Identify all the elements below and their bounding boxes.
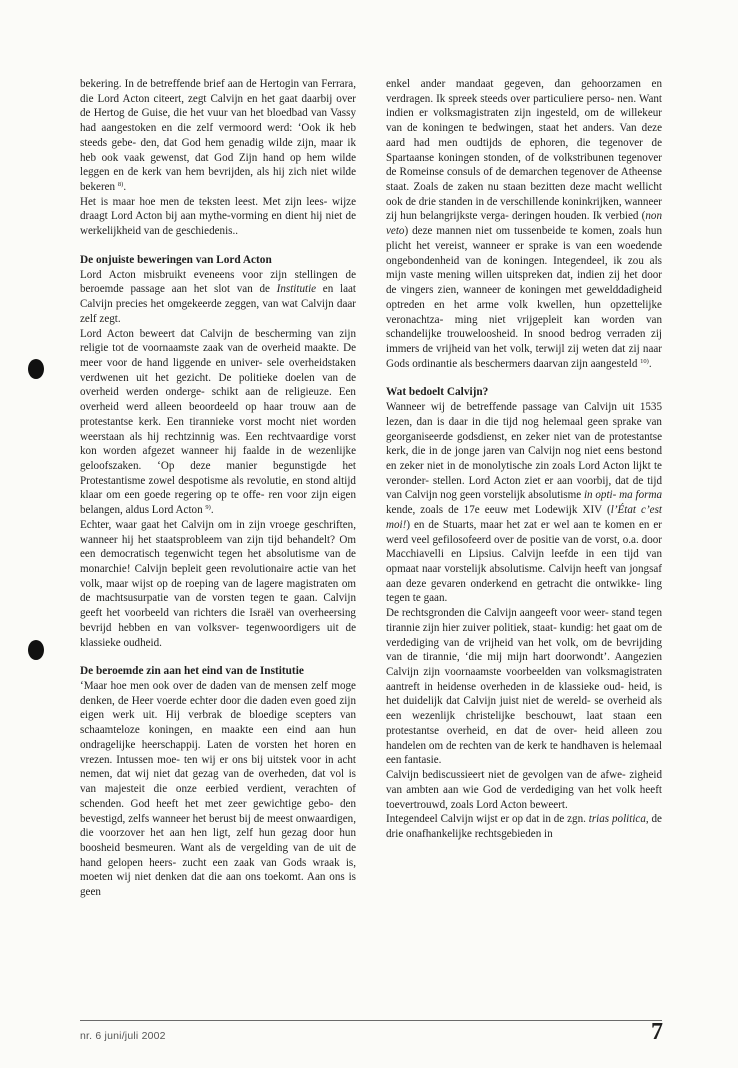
paragraph: Integendeel Calvijn wijst er op dat in de zgn. trias politica, de drie onafhankelijke rechtsgebieden in — [386, 813, 662, 840]
paragraph: Wanneer wij de betreffende passage van Calvijn uit 1535 lezen, dan is daar in die tijd nog helemaal geen sprake van georganiseerde godsdienst, en zeker niet van de protestantse kerk, die in de jonge jaren van Calvijn nog niet eens bestond en zeker niet in de monolytische zin zoals Lord Acton lijkt te veronder- stellen. Lord Acton ziet er aan voorbij, dat de tijd van Calvijn nog geen vorstelijk absolutisme in opti- ma forma kende, zoals de 17e eeuw met Lodewijk XIV (l’État c’est moi!) en de Stuarts, maar het zat er wel aan te komen en er werd veel gefilosofeerd over de positie van de vorst, o.a. door Macchiavelli en Lipsius. Calvijn leefde in een tijd van opmaat naar vorstelijk absolutisme. Calvijn heeft van jongsaf aan deze gevaren onderkend en getracht die ontwikke- ling tegen te gaan. — [386, 401, 663, 605]
paragraph: Calvijn bediscussieert niet de gevolgen van de afwe- zigheid van ambten aan wie God de verdediging van het volk heeft toevertrouwd, zoals Lord Acton beweert. — [386, 769, 662, 811]
section-heading: De beroemde zin aan het eind van de Institutie — [80, 665, 304, 678]
paragraph: bekering. In de betreffende brief aan de Hertogin van Ferrara, die Lord Acton citeert, zegt Calvijn en het gaat daarbij over de Hertog de Guise, die het vuur van het bloedbad van Vassy had aangestoken en die zelf vermoord werd: ‘Ook ik heb steeds gebe- den, dat God hem genadig wilde zijn, maar ik heb ook vaak gewenst, dat God Zijn hand op hem wilde leggen en de kerk van hem bevrijden, als hij zich niet wilde bekeren $^{8)}$. — [80, 78, 357, 194]
paragraph: Het is maar hoe men de teksten leest. Met zijn lees- wijze draagt Lord Acton bij aan mythe-vorming en dient hij niet de werkelijkheid van de geschiedenis.. — [80, 195, 357, 238]
section-heading: De onjuiste beweringen van Lord Acton — [80, 253, 272, 266]
page-number: 7 — [651, 1019, 663, 1045]
footnote-ref: 9) — [205, 504, 211, 512]
footnote-ref: 10) — [640, 357, 649, 365]
paragraph: Lord Acton beweert dat Calvijn de bescherming van zijn religie tot de voornaamste zaak van de overheid maakte. De meer voor de hand liggende en univer- sele overheidstaken verdwenen uit het gezicht. De politieke doelen van de overheid werden onderge- schikt aan de religieuze. Een overheid werd alleen beoordeeld op haar trouw aan de protestantse kerk. Een tirannieke vorst mocht niet worden weerstaan als hij rechtzinnig was. Een rechtvaardige vorst kon worden afgezet wanneer hij faalde in de wezenlijke geloofszaken. ‘Op deze manier begunstigde het Protestantisme zowel despotisme als revolutie, en stond altijd klaar om een goede regering op te offe- ren voor zijn eigen belangen, aldus Lord Acton $^{9)}$. — [80, 327, 357, 517]
section-heading: Wat bedoelt Calvijn? — [386, 386, 489, 399]
paragraph: De rechtsgronden die Calvijn aangeeft voor weer- stand tegen tirannie zijn hier zuiver politiek, staat- kundig: het gaat om de verdediging van de vrijheid van het volk, om de bevrijding van de tirannie, ‘die mij mijn hart doorwondt’. Aangezien Calvijn zijn voornaamste voorbeelden van volksmagistraten aantreft in heidense overheden in de klassieke oud- heid, is het duidelijk dat Calvijn juist niet de wereld- se overheid als een wezenlijk christelijke beschouwt, laat staan een protestantse overheid, en dat de over- heid alleen zou handelen om de rechten van de kerk te handhaven is helemaal een fantasie. — [386, 607, 663, 767]
punch-hole-upper — [28, 359, 44, 379]
footer-rule — [80, 1020, 662, 1021]
paragraph: Lord Acton misbruikt eveneens voor zijn stellingen de beroemde passage aan het slot van de Institutie en laat Calvijn precies het omgekeerde zeggen, van wat Calvijn daar zelf zegt. — [80, 268, 357, 325]
issue-label: nr. 6 juni/juli 2002 — [80, 1030, 166, 1042]
footnote-ref: 8) — [117, 181, 124, 189]
punch-hole-lower — [28, 640, 44, 660]
paragraph: Echter, waar gaat het Calvijn om in zijn vroege geschriften, wanneer hij het staatsprobleem van zijn tijd behandelt? Om een democratisch tegenwicht tegen het absolutisme van de monarchie! Calvijn bepleit geen revolutionaire actie van het volk, maar wijst op de roeping van de lagere magistraten om de machtsusurpatie van de vorsten tegen te gaan. Calvijn geeft het voorbeeld van richters die Israël van overheersing bevrijd hebben en van volksver- tegenwoordigers uit de klassieke oudheid. — [80, 518, 357, 649]
right-column — [386, 77, 662, 842]
paragraph: enkel ander mandaat gegeven, dan gehoorzamen en verdragen. Ik spreek steeds over particuliere perso- nen. Want indien er volksmagistraten zijn ingesteld, om de willekeur van de koningen te bedwingen, staat het anders. Van deze aard had men oudtijds de ephoren, die tegenover de Spartaanse koningen stonden, of de volkstribunen tegenover de Romeinse consuls of de demarchen tegenover de Atheense staat. Zoals de zaken nu staan bezitten deze macht wellicht ook de drie standen in de verschillende koninkrijken, wanneer zij hun belangrijkste verga- deringen houden. Ik verbied (non veto) deze mannen niet om tussenbeide te komen, zoals hun plicht het vereist, wanneer er sprake is van een woedende ongebondenheid van de koningen. Integendeel, ik zou als mijn vaste mening willen uitspreken dat, indien zij het door de vingers zien, wanneer de koningen met gewelddadigheid optreden en het arme volk kwellen, hun opzettelijke veronachtza- ming niet vrijgepleit kan worden van schandelijke trouweloosheid. In snood bedrog verraden zij immers de vrijheid van het volk, terwijl zij weten dat zij naar Gods ordinantie als beschermers daarvan zijn aangesteld $^{10)}$. — [386, 78, 663, 370]
left-column — [80, 77, 356, 900]
paragraph: ‘Maar hoe men ook over de daden van de mensen zelf moge denken, de Heer voerde echter door die daden even goed zijn eigen werk uit. Hij verbrak de bloedige scepters van schaamteloze koningen, en maakte een eind aan hun ondragelijke heerschappij. Laten de vorsten het horen en vrezen. Intussen moe- ten wij er ons bij uitstek voor in acht nemen, dat wij niet dat gezag van de overheden, dat vol is van majesteit die onze eerbied verdient, verachten of schenden. God heeft het met zeer gewichtige gebo- den bevestigd, zelfs wanneer het berust bij de meest onwaardigen, die voorzover het aan hen ligt, zelf hun gezag door hun boosheid besmeuren. Want als de vergelding van de uit de hand gelopen heers- zucht een zaak van Gods wraak is, moeten wij niet denken dat die aan ons toekomt. Aan ons is geen — [80, 680, 357, 899]
